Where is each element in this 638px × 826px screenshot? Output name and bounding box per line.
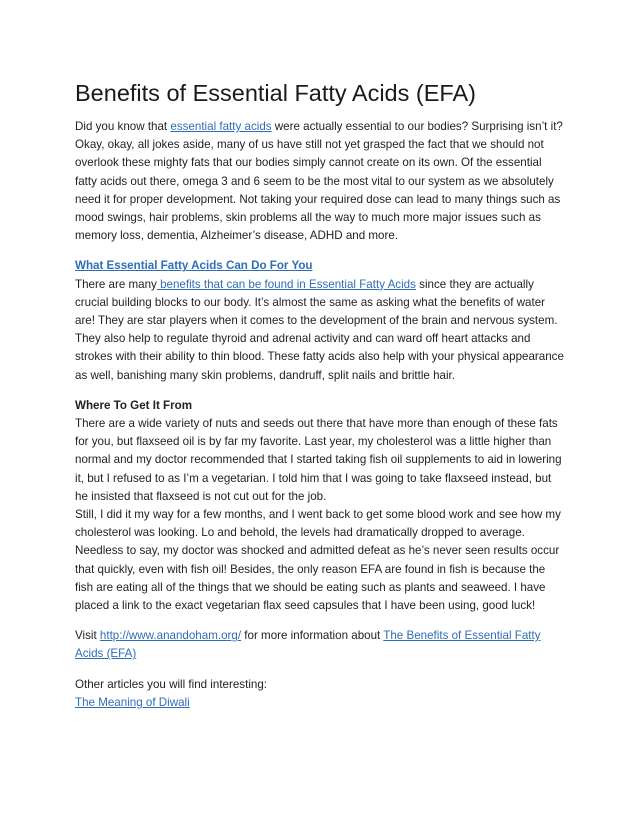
visit-text-1: Visit: [75, 629, 100, 643]
section2-paragraph-1: There are a wide variety of nuts and seeds out there that have more than enough of these fats for you, but flaxseed oil is by far my favorite. Last year, my cholesterol was a little higher than normal and my doctor recommended that I started taking fish oil supplements to aid in lowering it, but I refused to as I’m a vegetarian. I told him that I was going to take flaxseed instead, but he insisted that flaxseed is not cut out for the job.: [75, 417, 562, 503]
page-title: Benefits of Essential Fatty Acids (EFA): [75, 80, 476, 106]
section2-paragraph-2: Still, I did it my way for a few months, and I went back to get some blood work and see how my cholesterol was looking. Lo and behold, the levels had dramatically dropped to average. Needless to say, my doctor was shocked and admitted defeat as he’s never seen results occur that quickly, even with fish oil! Besides, the only reason EFA are found in fish is because the fish are eating all of the things that we should be eating such as plants and seaweed. I have placed a link to the exact vegetarian flax seed capsules that I have been using, good luck!: [75, 508, 561, 613]
benefits-efa-link[interactable]: benefits that can be found in Essential Fatty Acids: [156, 277, 416, 291]
intro-paragraph: [75, 118, 565, 245]
section2-heading: Where To Get It From: [75, 398, 193, 412]
section1-text-1: There are many: [75, 277, 157, 291]
visit-paragraph: [75, 627, 565, 663]
essential-fatty-acids-link[interactable]: essential fatty acids: [170, 120, 272, 133]
section1-text-2: since they are actually crucial building blocks to our body. It’s almost the same as asking what the benefits of water are! They are star players when it comes to the development of the brain and nervous system. They also help to regulate thyroid and adrenal activity and can ward off heart attacks and strokes with their ability to thin blood. These fatty acids also help with your physical appearance as well, banishing many skin problems, dandruff, split nails and brittle hair.: [75, 277, 564, 382]
meaning-of-diwali-link[interactable]: The Meaning of Diwali: [75, 695, 190, 709]
intro-text-1: Did you know that: [75, 120, 171, 133]
anandoham-url-link[interactable]: http://www.anandoham.org/: [99, 629, 242, 643]
what-efa-can-do-link[interactable]: What Essential Fatty Acids Can Do For You: [75, 259, 313, 273]
other-articles-label: Other articles you will find interesting:: [75, 677, 268, 691]
visit-text-2: for more information about: [241, 629, 384, 643]
other-articles-list: [75, 694, 565, 712]
intro-text-2: were actually essential to our bodies? Surprising isn’t it? Okay, okay, all jokes aside, many of us have still not yet grasped the fact that we should not overlook these mighty fats that our bodies simply cannot create on its own. Of the essential fatty acids out there, omega 3 and 6 seem to be the most vital to our system as we absolutely need it for proper development. Not taking your required dose can lead to many things such as mood swings, hair problems, skin problems all the way to much more major issues such as memory loss, dementia, Alzheimer’s disease, ADHD and more.: [75, 120, 563, 243]
section1-heading: [75, 257, 565, 275]
section1-paragraph: [75, 276, 565, 385]
benefits-of-efa-link[interactable]: The Benefits of Essential Fatty Acids (EFA): [75, 629, 541, 661]
document-page: [75, 78, 565, 712]
